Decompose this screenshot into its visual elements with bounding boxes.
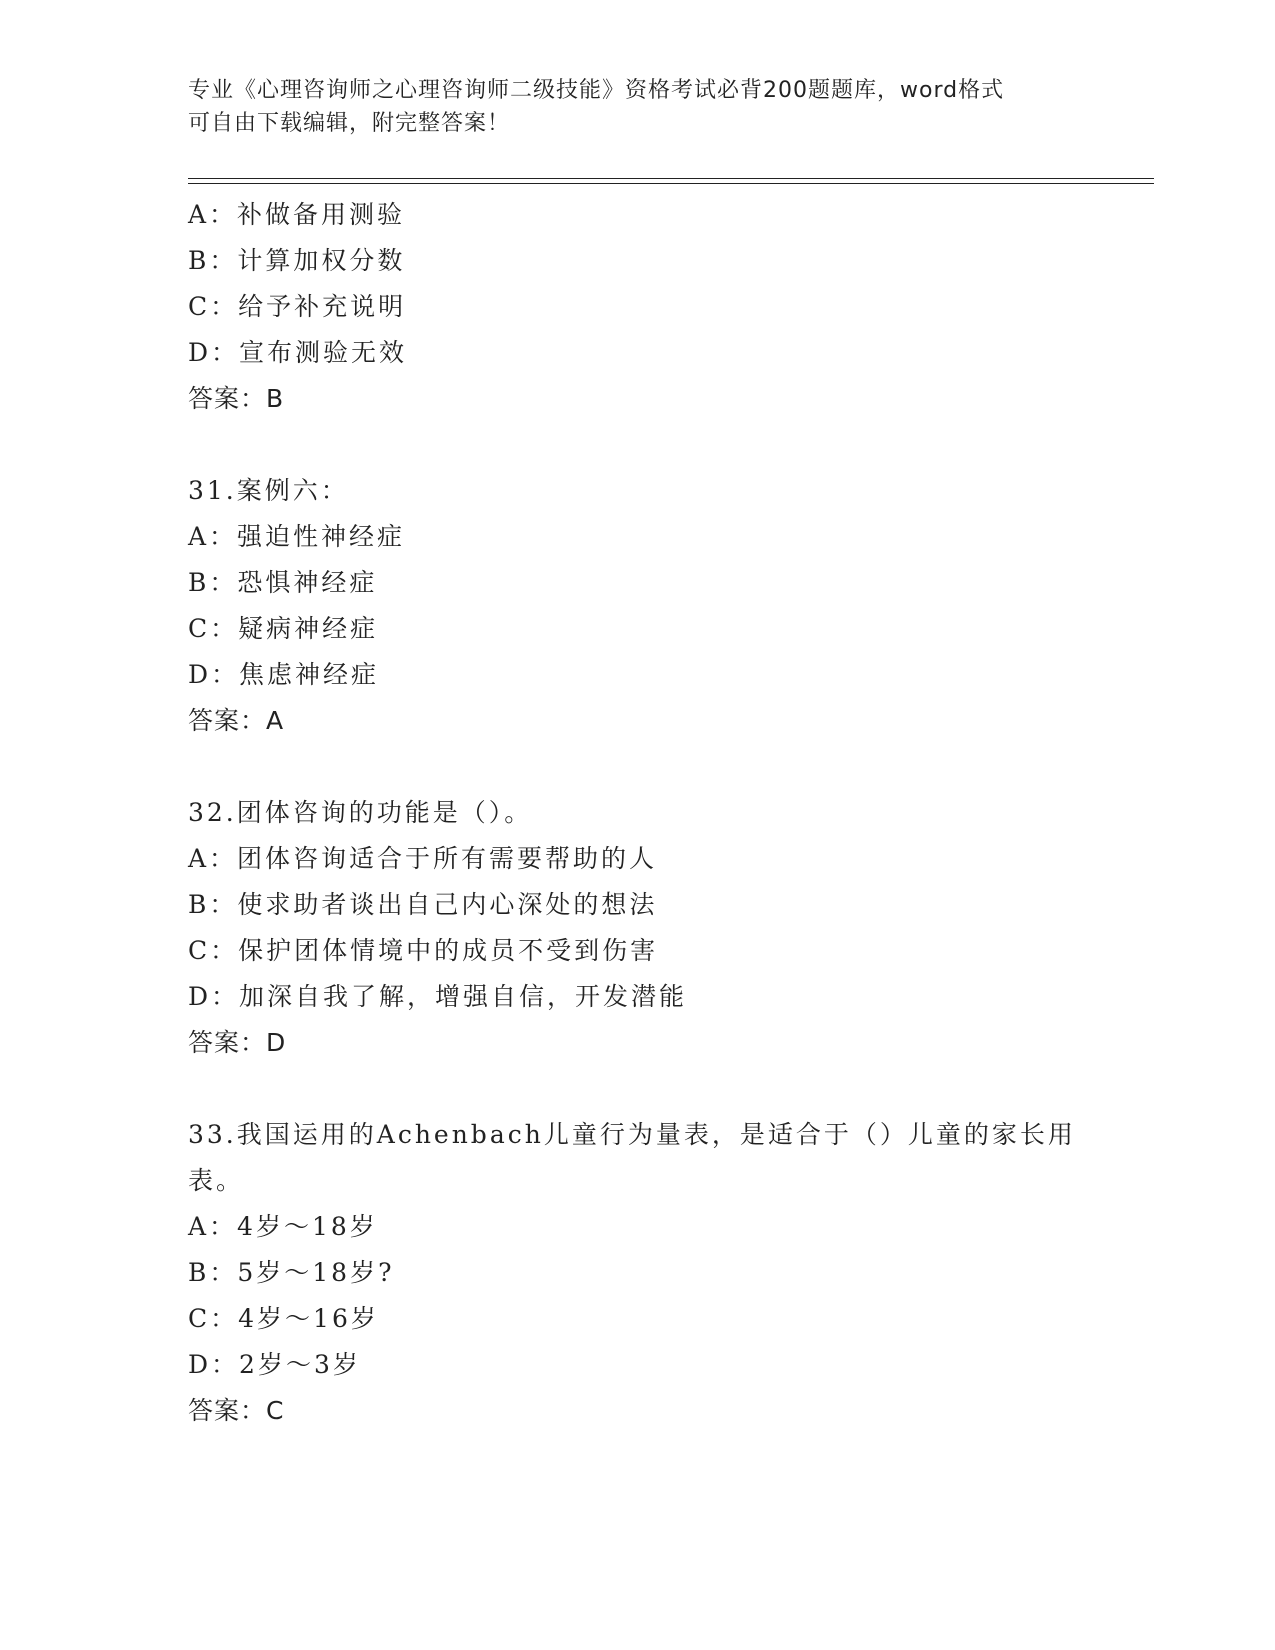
option-d: D：加深自我了解，增强自信，开发潜能	[188, 982, 688, 1011]
document-header	[188, 74, 1088, 140]
question-stem: 32.团体咨询的功能是（）。	[188, 798, 533, 827]
header-line-1: 专业《心理咨询师之心理咨询师二级技能》资格考试必背200题题库，word格式	[188, 78, 1005, 103]
option-c: C：给予补充说明	[188, 292, 407, 321]
option-c: C：4岁～16岁	[188, 1304, 379, 1333]
block-spacer	[188, 1066, 1088, 1112]
question-stem: 33.我国运用的Achenbach儿童行为量表，是适合于（）儿童的家长用	[188, 1120, 1076, 1149]
header-line-2: 可自由下载编辑，附完整答案！	[188, 111, 511, 136]
option-b: B：计算加权分数	[188, 246, 406, 275]
header-divider-bottom	[188, 183, 1154, 184]
question-list	[188, 192, 1088, 1434]
option-b: B：使求助者谈出自己内心深处的想法	[188, 890, 658, 919]
question-block	[188, 192, 1088, 422]
question-block	[188, 1112, 1088, 1434]
option-b: B：恐惧神经症	[188, 568, 378, 597]
option-d: D：宣布测验无效	[188, 338, 408, 367]
question-block	[188, 468, 1088, 744]
option-b: B：5岁～18岁?	[188, 1258, 395, 1287]
option-d: D：2岁～3岁	[188, 1350, 361, 1379]
option-c: C：保护团体情境中的成员不受到伤害	[188, 936, 659, 965]
block-spacer	[188, 744, 1088, 790]
question-stem-continuation: 表。	[188, 1166, 245, 1195]
option-a: A：强迫性神经症	[188, 522, 406, 551]
question-block	[188, 790, 1088, 1066]
answer-line: 答案：C	[188, 1396, 285, 1425]
answer-line: 答案：A	[188, 706, 285, 735]
block-spacer	[188, 422, 1088, 468]
option-a: A：补做备用测验	[188, 200, 406, 229]
option-d: D：焦虑神经症	[188, 660, 380, 689]
option-a: A：团体咨询适合于所有需要帮助的人	[188, 844, 658, 873]
answer-line: 答案：B	[188, 384, 285, 413]
option-c: C：疑病神经症	[188, 614, 379, 643]
question-stem: 31.案例六：	[188, 476, 349, 505]
answer-line: 答案：D	[188, 1028, 287, 1057]
option-a: A：4岁～18岁	[188, 1212, 378, 1241]
header-divider-top	[188, 178, 1154, 179]
